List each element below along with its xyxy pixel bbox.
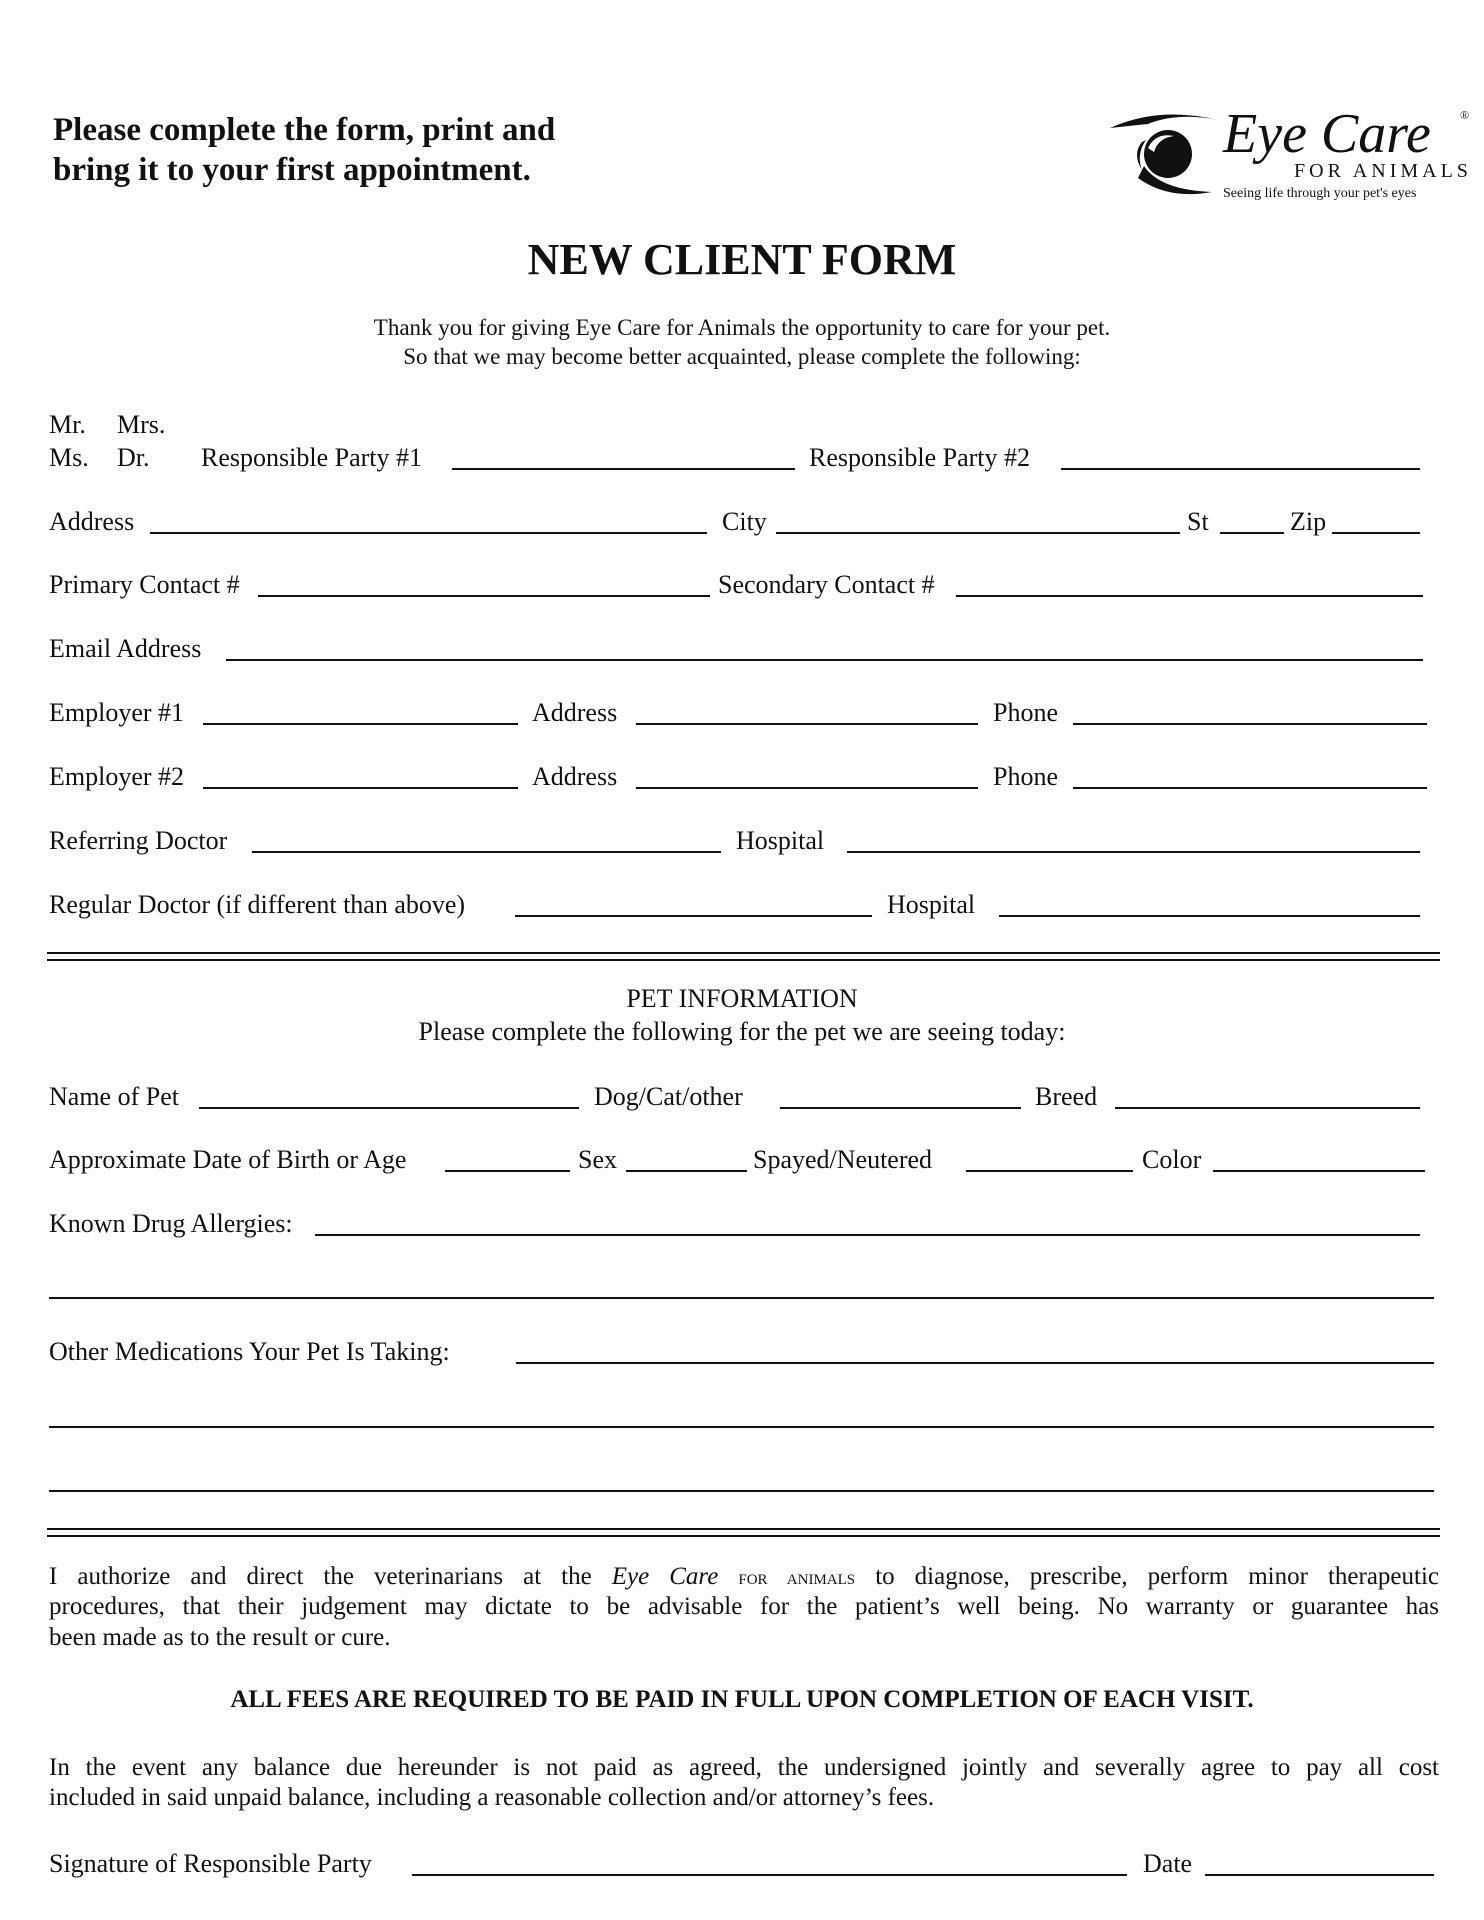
authorization-line-3: been made as to the result or cure. (49, 1624, 391, 1651)
authorization-text: I authorize and direct the veterinarians at the (49, 1563, 592, 1590)
eye-care-logo (1108, 104, 1478, 208)
regular-doctor-label: Regular Doctor (if different than above) (49, 890, 466, 919)
sex-field[interactable] (626, 1170, 747, 1172)
address-label: Address (49, 507, 135, 536)
pet-name-label: Name of Pet (49, 1082, 179, 1111)
species-field[interactable] (780, 1107, 1021, 1109)
balance-line-1: In the event any balance due hereunder is not paid as agreed, the undersigned jointly and severally agree to pay all cost (49, 1754, 1439, 1781)
intro-line-2: So that we may become better acquainted, please complete the following: (403, 344, 1081, 369)
balance-line-2: included in said unpaid balance, including a reasonable collection and/or attorney’s fees. (49, 1784, 935, 1811)
employer-1-address-field[interactable] (636, 723, 978, 725)
spayed-label: Spayed/Neutered (753, 1145, 933, 1174)
pet-section-subtitle: Please complete the following for the pet we are seeing today: (418, 1017, 1066, 1046)
referring-doctor-field[interactable] (252, 851, 721, 853)
species-label: Dog/Cat/other (594, 1082, 743, 1111)
allergies-label: Known Drug Allergies: (49, 1209, 293, 1238)
state-label: St (1187, 507, 1209, 536)
email-label: Email Address (49, 634, 202, 663)
page-title: NEW CLIENT FORM (527, 235, 957, 284)
zip-label: Zip (1290, 507, 1327, 536)
logo-tagline: Seeing life through your pet's eyes (1223, 186, 1417, 201)
responsible-party-2-label: Responsible Party #2 (809, 443, 1030, 472)
section-divider-2 (47, 1528, 1440, 1537)
employer-1-phone-label: Phone (993, 698, 1058, 727)
instruction-line-1: Please complete the form, print and (53, 112, 556, 148)
employer-2-address-field[interactable] (636, 787, 978, 789)
breed-label: Breed (1035, 1082, 1098, 1111)
authorization-text-cont: to diagnose, prescribe, perform minor therapeutic (875, 1563, 1440, 1590)
allergies-field-line-2[interactable] (49, 1297, 1434, 1299)
referring-hospital-field[interactable] (847, 851, 1420, 853)
employer-1-address-label: Address (532, 698, 618, 727)
city-field[interactable] (776, 532, 1180, 534)
brand-name: Eye Care (611, 1563, 719, 1590)
employer-2-label: Employer #2 (49, 762, 185, 791)
referring-doctor-label: Referring Doctor (49, 826, 228, 855)
salutation-ms[interactable]: Ms. (49, 443, 89, 472)
employer-2-phone-field[interactable] (1073, 787, 1427, 789)
employer-1-field[interactable] (203, 723, 518, 725)
regular-hospital-label: Hospital (887, 890, 976, 919)
eye-logo-icon (1108, 108, 1228, 198)
state-field[interactable] (1220, 532, 1284, 534)
employer-2-field[interactable] (203, 787, 518, 789)
salutation-mrs[interactable]: Mrs. (117, 410, 166, 439)
instruction-line-2: bring it to your first appointment. (53, 152, 531, 188)
regular-hospital-field[interactable] (999, 915, 1420, 917)
logo-subtitle: FOR ANIMALS (1294, 160, 1472, 182)
color-label: Color (1142, 1145, 1202, 1174)
salutation-mr[interactable]: Mr. (49, 410, 86, 439)
zip-field[interactable] (1332, 532, 1420, 534)
employer-2-address-label: Address (532, 762, 618, 791)
city-label: City (722, 507, 767, 536)
date-field[interactable] (1205, 1874, 1434, 1876)
color-field[interactable] (1213, 1170, 1425, 1172)
signature-field[interactable] (412, 1874, 1127, 1876)
dob-field[interactable] (445, 1170, 570, 1172)
primary-contact-label: Primary Contact # (49, 570, 240, 599)
intro-line-1: Thank you for giving Eye Care for Animals the opportunity to care for your pet. (373, 315, 1111, 340)
sex-label: Sex (578, 1145, 617, 1174)
medications-field-line-2[interactable] (49, 1426, 1434, 1428)
secondary-contact-field[interactable] (956, 595, 1423, 597)
responsible-party-1-label: Responsible Party #1 (201, 443, 422, 472)
fees-notice: ALL FEES ARE REQUIRED TO BE PAID IN FULL UPON COMPLETION OF EACH VISIT. (230, 1686, 1254, 1713)
secondary-contact-label: Secondary Contact # (718, 570, 935, 599)
authorization-line-2: procedures, that their judgement may dictate to be advisable for the patient’s well being. No warranty or guarantee has (49, 1593, 1439, 1620)
logo-name: Eye Care (1223, 103, 1431, 165)
dob-label: Approximate Date of Birth or Age (49, 1145, 407, 1174)
responsible-party-1-field[interactable] (452, 468, 795, 470)
pet-section-title: PET INFORMATION (626, 984, 858, 1013)
employer-2-phone-label: Phone (993, 762, 1058, 791)
brand-subtitle: for animals (738, 1564, 856, 1589)
date-label: Date (1143, 1849, 1193, 1878)
medications-field-line-3[interactable] (49, 1490, 1434, 1492)
employer-1-phone-field[interactable] (1073, 723, 1427, 725)
salutation-dr[interactable]: Dr. (117, 443, 150, 472)
medications-label: Other Medications Your Pet Is Taking: (49, 1337, 450, 1366)
primary-contact-field[interactable] (258, 595, 710, 597)
responsible-party-2-field[interactable] (1061, 468, 1420, 470)
email-field[interactable] (226, 659, 1423, 661)
pet-name-field[interactable] (199, 1107, 579, 1109)
signature-label: Signature of Responsible Party (49, 1849, 372, 1878)
referring-hospital-label: Hospital (736, 826, 825, 855)
authorization-line-1 (49, 1562, 1439, 1592)
section-divider (47, 952, 1440, 961)
registered-mark: ® (1460, 108, 1470, 122)
breed-field[interactable] (1115, 1107, 1420, 1109)
regular-doctor-field[interactable] (515, 915, 872, 917)
address-field[interactable] (150, 532, 707, 534)
allergies-field[interactable] (315, 1234, 1420, 1236)
medications-field[interactable] (516, 1362, 1434, 1364)
spayed-field[interactable] (966, 1170, 1133, 1172)
employer-1-label: Employer #1 (49, 698, 185, 727)
